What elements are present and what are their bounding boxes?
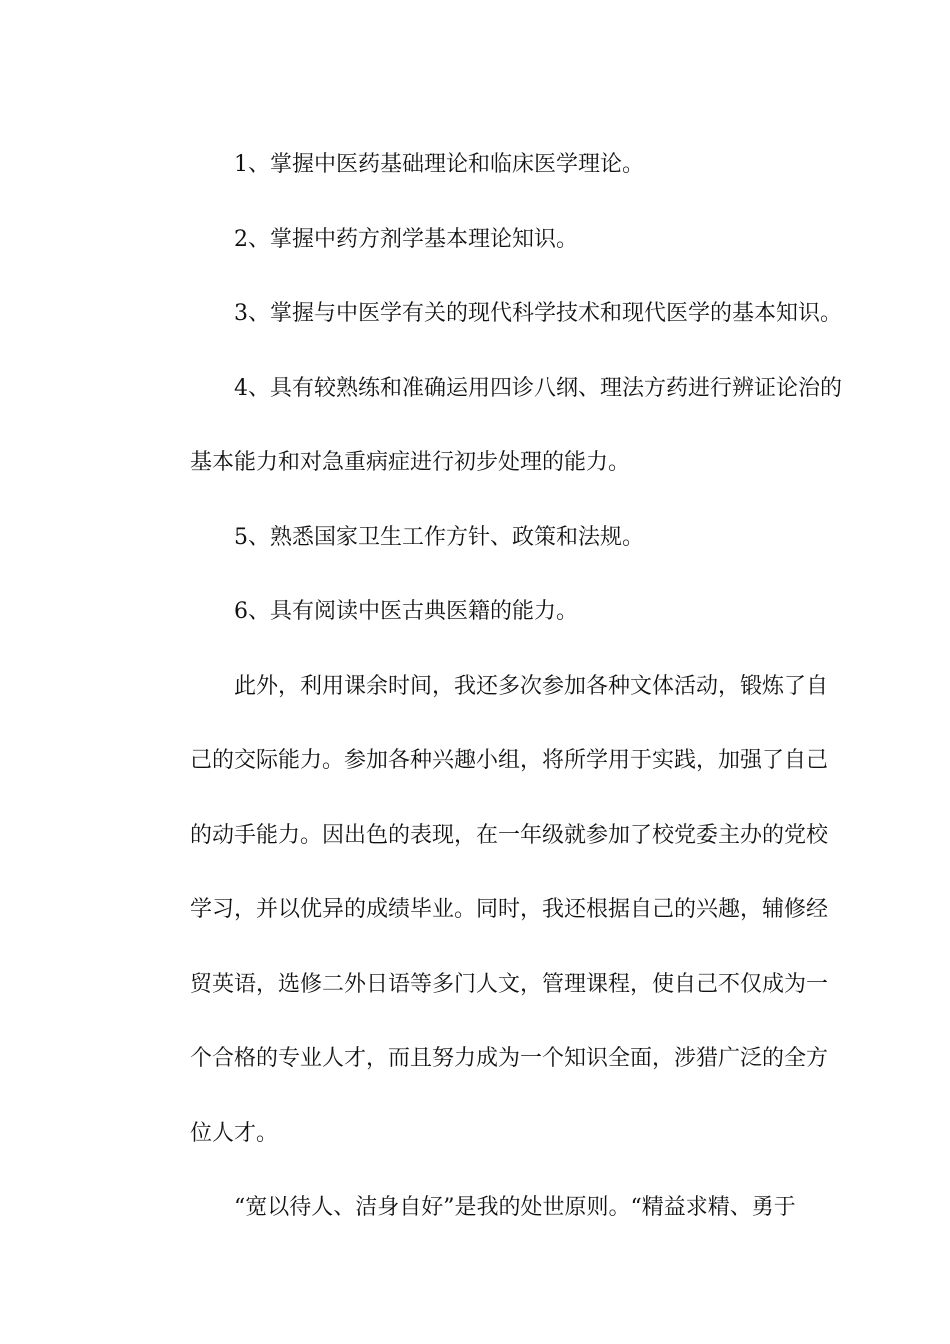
text-line: 3、掌握与中医学有关的现代科学技术和现代医学的基本知识。 [234,301,842,326]
document-body [146,128,842,1246]
paragraph-item-1 [146,128,811,203]
paragraph-principles [146,1171,811,1246]
text-line: 学习，并以优异的成绩毕业。同时，我还根据自己的兴趣，辅修经 [190,897,829,922]
text-line: 2、掌握中药方剂学基本理论知识。 [234,226,578,252]
paragraph-item-5 [146,501,811,576]
text-line: 6、具有阅读中医古典医籍的能力。 [234,599,578,624]
text-line: “宽以待人、洁身自好”是我的处世原则。“精益求精、勇于 [234,1195,796,1220]
text-line: 4、具有较熟练和准确运用四诊八纲、理法方药进行辨证论治的 [234,375,842,401]
paragraph-item-6 [146,575,811,650]
text-line: 1、掌握中医药基础理论和临床医学理论。 [234,152,644,177]
paragraph-item-4 [146,352,842,501]
text-line: 贸英语，选修二外日语等多门人文，管理课程，使自己不仅成为一 [190,971,829,997]
text-line: 的动手能力。因出色的表现，在一年级就参加了校党委主办的党校 [190,822,829,848]
paragraph-extracurricular [146,650,829,1172]
text-line: 此外，利用课余时间，我还多次参加各种文体活动，锻炼了自 [234,673,829,699]
text-line: 己的交际能力。参加各种兴趣小组，将所学用于实践，加强了自己 [190,748,829,773]
text-line: 位人才。 [190,1120,279,1146]
text-line: 个合格的专业人才，而且努力成为一个知识全面，涉猎广泛的全方 [190,1046,829,1071]
text-line: 基本能力和对急重病症进行初步处理的能力。 [190,450,631,475]
paragraph-item-2 [146,203,811,278]
text-line: 5、熟悉国家卫生工作方针、政策和法规。 [234,524,644,550]
paragraph-item-3 [146,277,842,352]
